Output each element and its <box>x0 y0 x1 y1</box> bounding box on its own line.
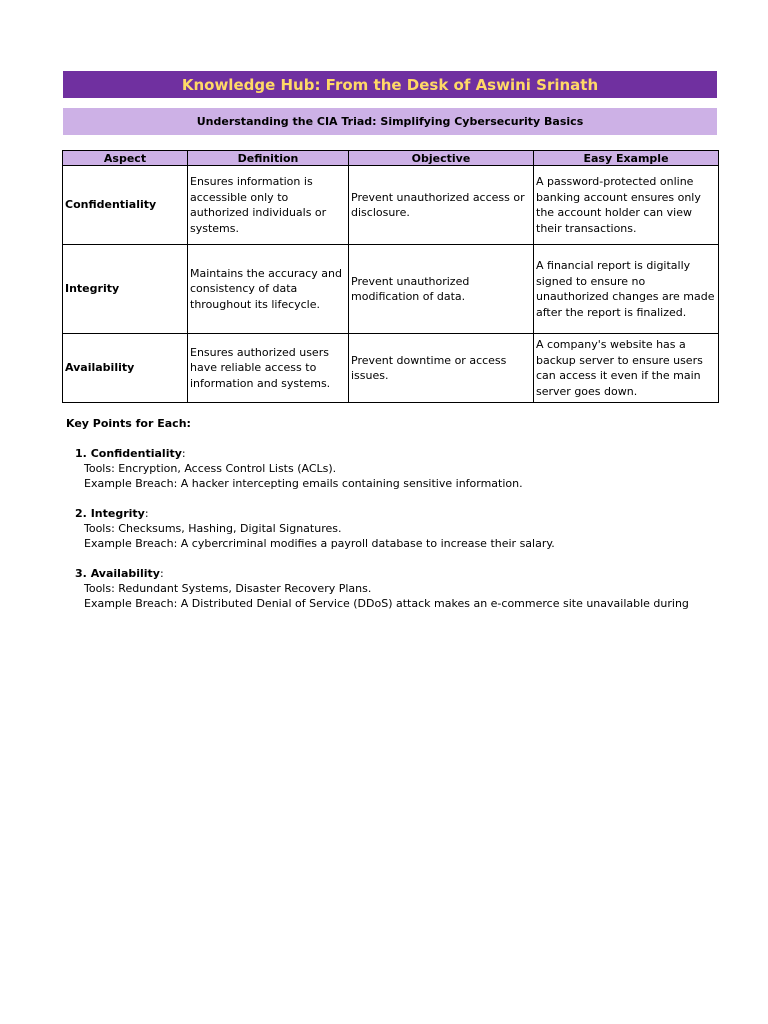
example-cell: A company's website has a backup server to ensure users can access it even if the main server goes down. <box>534 334 719 403</box>
objective-cell: Prevent unauthorized modification of data. <box>349 245 534 334</box>
table-row <box>63 334 719 403</box>
key-point-breach: Example Breach: A cybercriminal modifies a payroll database to increase their salary. <box>84 537 555 550</box>
column-header-objective: Objective <box>349 151 534 166</box>
aspect-cell: Availability <box>63 334 188 403</box>
aspect-cell: Integrity <box>63 245 188 334</box>
key-point-item <box>66 446 726 491</box>
table-row <box>63 245 719 334</box>
key-point-item <box>66 506 726 551</box>
column-header-aspect: Aspect <box>63 151 188 166</box>
example-cell: A financial report is digitally signed to ensure no unauthorized changes are made after the report is finalized. <box>534 245 719 334</box>
definition-cell: Ensures information is accessible only to authorized individuals or systems. <box>188 166 349 245</box>
key-points-section <box>66 416 726 626</box>
key-point-name: Availability <box>90 567 160 580</box>
key-point-breach: Example Breach: A Distributed Denial of Service (DDoS) attack makes an e-commerce site unavailable during <box>84 597 689 610</box>
document-subtitle-bar <box>63 108 717 135</box>
column-header-easy-example: Easy Example <box>534 151 719 166</box>
cia-triad-table <box>62 150 719 403</box>
key-point-tools: Tools: Encryption, Access Control Lists (ACLs). <box>84 462 337 475</box>
key-point-title: 1. Confidentiality: <box>75 447 186 460</box>
key-point-title: 3. Availability: <box>75 567 164 580</box>
key-point-breach: Example Breach: A hacker intercepting emails containing sensitive information. <box>84 477 523 490</box>
objective-cell: Prevent unauthorized access or disclosure. <box>349 166 534 245</box>
definition-cell: Maintains the accuracy and consistency of data throughout its lifecycle. <box>188 245 349 334</box>
key-point-tools: Tools: Redundant Systems, Disaster Recovery Plans. <box>84 582 372 595</box>
document-title-bar <box>63 71 717 98</box>
document-subtitle: Understanding the CIA Triad: Simplifying Cybersecurity Basics <box>196 115 584 128</box>
table-row <box>63 166 719 245</box>
key-point-tools: Tools: Checksums, Hashing, Digital Signatures. <box>84 522 342 535</box>
key-point-name: Confidentiality <box>90 447 182 460</box>
document-title: Knowledge Hub: From the Desk of Aswini Srinath <box>181 75 599 94</box>
key-point-title: 2. Integrity: <box>75 507 149 520</box>
key-points-heading: Key Points for Each: <box>66 417 191 430</box>
example-cell: A password-protected online banking account ensures only the account holder can view their transactions. <box>534 166 719 245</box>
objective-cell: Prevent downtime or access issues. <box>349 334 534 403</box>
table-header-row <box>63 151 719 166</box>
definition-cell: Ensures authorized users have reliable access to information and systems. <box>188 334 349 403</box>
key-point-name: Integrity <box>90 507 145 520</box>
key-point-item <box>66 566 726 611</box>
column-header-definition: Definition <box>188 151 349 166</box>
aspect-cell: Confidentiality <box>63 166 188 245</box>
